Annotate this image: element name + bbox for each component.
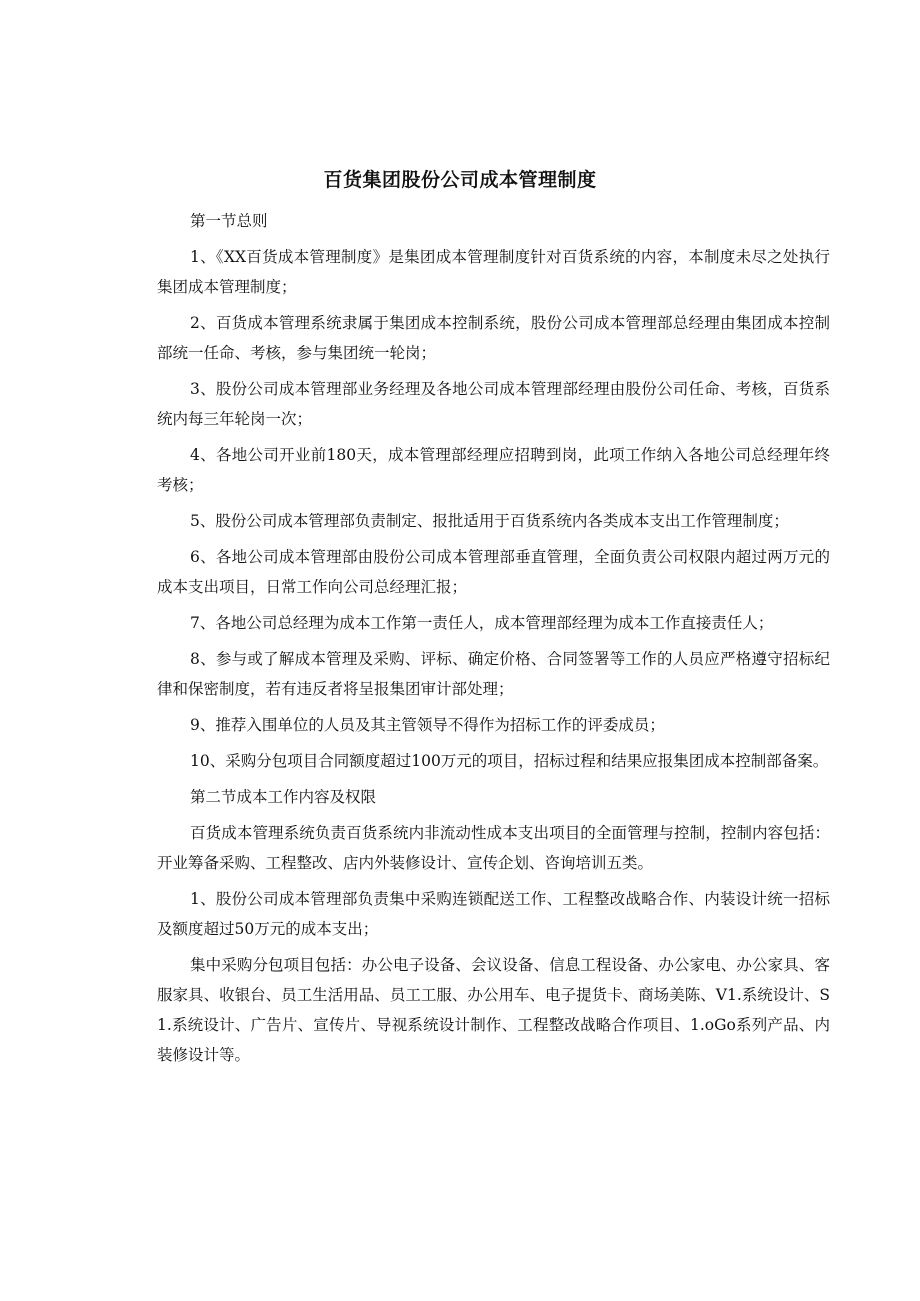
- paragraph-item-5: 5、股份公司成本管理部负责制定、报批适用于百货系统内各类成本支出工作管理制度；: [190, 512, 789, 530]
- paragraph-item-1: 1、《XX百货成本管理制度》是集团成本管理制度针对百货系统的内容，本制度未尽之处执行集团成本管理制度；: [157, 248, 830, 296]
- paragraph-item-10: 10、采购分包项目合同额度超过100万元的项目，招标过程和结果应报集团成本控制部备案。: [190, 752, 829, 770]
- paragraph-item-3: 3、股份公司成本管理部业务经理及各地公司成本管理部经理由股份公司任命、考核，百货系统内每三年轮岗一次；: [157, 380, 830, 428]
- paragraph-item-7: 7、各地公司总经理为成本工作第一责任人，成本管理部经理为成本工作直接责任人；: [190, 614, 774, 632]
- paragraph-procurement-list: 集中采购分包项目包括：办公电子设备、会议设备、信息工程设备、办公家电、办公家具、客服家具、收银台、员工生活用品、员工工服、办公用车、电子提货卡、商场美陈、V1.系统设计、S1.系统设计、广告片、宣传片、导视系统设计制作、工程整改战略合作项目、1.oGo系列产品、内装修设计等。: [157, 956, 830, 1064]
- paragraph-item-6: 6、各地公司成本管理部由股份公司成本管理部垂直管理，全面负责公司权限内超过两万元的成本支出项目，日常工作向公司总经理汇报；: [157, 548, 830, 596]
- paragraph-item-2: 2、百货成本管理系统隶属于集团成本控制系统，股份公司成本管理部总经理由集团成本控制部统一任命、考核，参与集团统一轮岗；: [157, 314, 830, 362]
- section-heading-1: 第一节总则: [190, 212, 268, 230]
- paragraph-item-4: 4、各地公司开业前180天，成本管理部经理应招聘到岗，此项工作纳入各地公司总经理年终考核；: [157, 446, 830, 494]
- paragraph-item-9: 9、推荐入围单位的人员及其主管领导不得作为招标工作的评委成员；: [190, 716, 665, 734]
- section-heading-2: 第二节成本工作内容及权限: [190, 788, 377, 806]
- document-title: 百货集团股份公司成本管理制度: [323, 169, 597, 191]
- paragraph-item-8: 8、参与或了解成本管理及采购、评标、确定价格、合同签署等工作的人员应严格遵守招标纪律和保密制度，若有违反者将呈报集团审计部处理；: [157, 650, 830, 698]
- paragraph-s2-item-1: 1、股份公司成本管理部负责集中采购连锁配送工作、工程整改战略合作、内装设计统一招标及额度超过50万元的成本支出；: [157, 890, 830, 938]
- paragraph-intro: 百货成本管理系统负责百货系统内非流动性成本支出项目的全面管理与控制，控制内容包括：开业筹备采购、工程整改、店内外装修设计、宣传企划、咨询培训五类。: [157, 824, 830, 872]
- document-body: [157, 206, 830, 1076]
